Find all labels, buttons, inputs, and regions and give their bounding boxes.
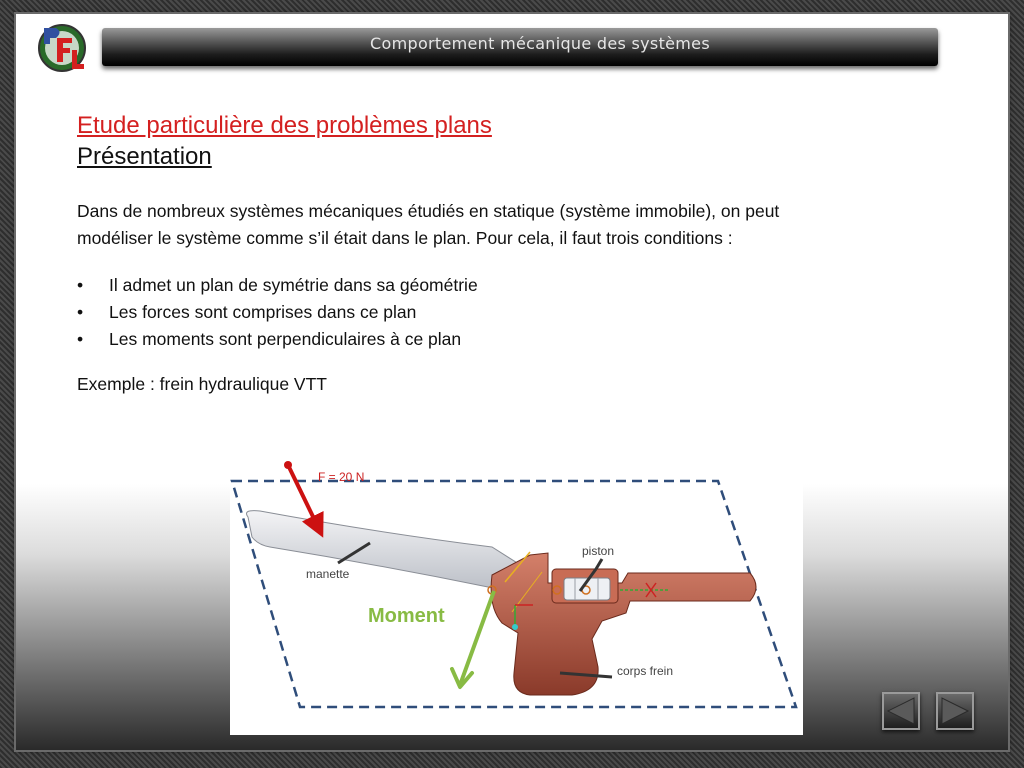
intro-line-1: Dans de nombreux systèmes mécaniques étudiés en statique (système immobile), on peut	[77, 201, 780, 221]
triangle-left-icon	[888, 698, 914, 724]
intro-paragraph	[77, 198, 957, 252]
example-caption: Exemple : frein hydraulique VTT	[77, 374, 327, 394]
intro-line-2: modéliser le système comme s’il était dans le plan. Pour cela, il faut trois conditions :	[77, 228, 733, 248]
force-label: F = 20 N	[318, 470, 365, 484]
slide-content	[77, 110, 957, 398]
conditions-list	[77, 272, 957, 353]
pfl-logo-icon	[36, 22, 88, 74]
lever-label: manette	[306, 567, 350, 581]
triangle-right-icon	[942, 698, 968, 724]
next-slide-button[interactable]	[936, 692, 974, 730]
list-item: • Les moments sont perpendiculaires à ce plan	[77, 326, 957, 353]
section-heading: Etude particulière des problèmes plans	[77, 112, 492, 139]
moment-label: Moment	[368, 605, 445, 627]
piston-label: piston	[582, 544, 615, 558]
moment-arrow	[460, 591, 494, 685]
lever-shape	[247, 511, 531, 595]
body-label: corps frein	[617, 664, 674, 678]
brake-lever-figure	[230, 437, 803, 735]
previous-slide-button[interactable]	[882, 692, 920, 730]
presentation-title: Comportement mécanique des systèmes	[370, 33, 710, 53]
slide	[16, 14, 1008, 750]
section-subheading: Présentation	[77, 143, 212, 170]
list-item: • Il admet un plan de symétrie dans sa géométrie	[77, 272, 957, 299]
title-bar	[102, 28, 938, 66]
list-item: • Les forces sont comprises dans ce plan	[77, 299, 957, 326]
